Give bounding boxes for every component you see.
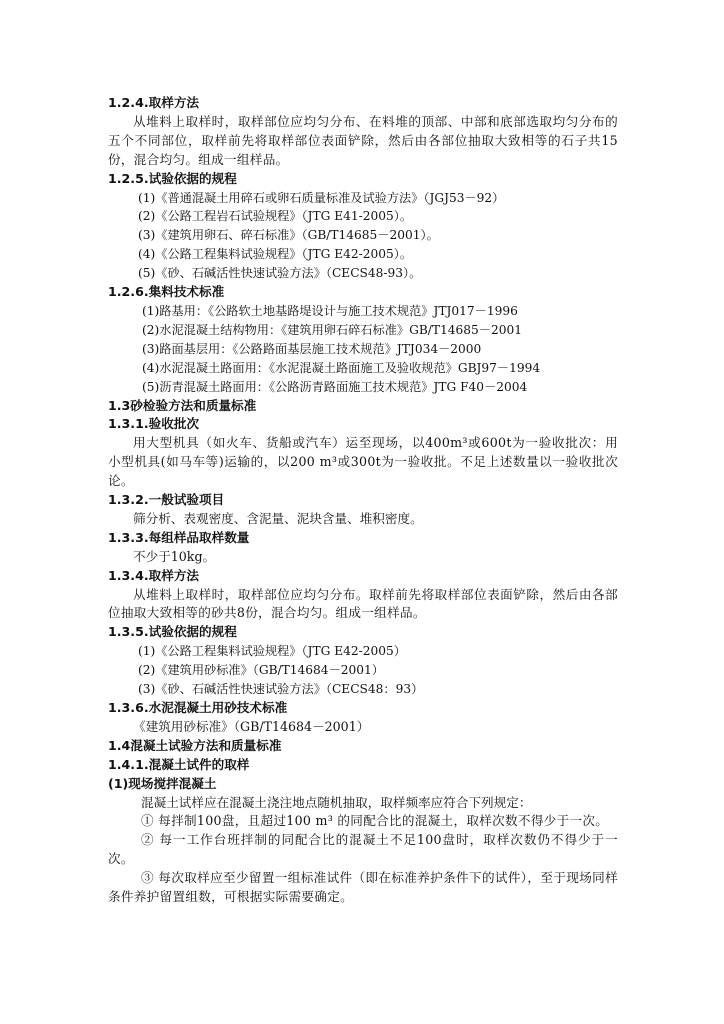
list-item: ③ 每次取样应至少留置一组标准试件（即在标准养护条件下的试件），至于现场同样条件养护留置组数，可根据实际需要确定。 <box>108 870 618 905</box>
list-item: (1)路基用：《公路软土地基路堤设计与施工技术规范》JTJ017－1996 <box>142 303 518 318</box>
paragraph-acceptance-batch: 用大型机具（如火车、货船或汽车）运至现场，以400m³或600t为一验收批次：用小型机具(如马车等)运输的，以200 m³或300t为一验收批。不足上述数量以一验收批次论。 <box>108 435 618 489</box>
list-item: (3)《砂、石碱活性快速试验方法》（CECS48：93） <box>138 682 424 697</box>
heading-1-3-2: 1.3.2.一般试验项目 <box>108 492 225 508</box>
list-item: (4)水泥混凝土路面用：《水泥混凝土路面施工及验收规范》GBJ97－1994 <box>142 360 541 375</box>
list-item: (2)《公路工程岩石试验规程》（JTG E41-2005）。 <box>138 209 413 224</box>
heading-1-4-1: 1.4.1.混凝土试件的取样 <box>108 756 250 772</box>
heading-1-3-6: 1.3.6.水泥混凝土用砂技术标准 <box>108 700 288 715</box>
document-page <box>108 94 618 907</box>
heading-1-3-4: 1.3.4.取样方法 <box>108 567 200 583</box>
heading-1-2-4: 1.2.4.取样方法 <box>108 95 200 110</box>
paragraph-sand-standard: 《建筑用砂标准》（GB/T14684－2001） <box>133 718 370 734</box>
list-item: (2)《建筑用砂标准》（GB/T14684－2001） <box>138 663 384 678</box>
paragraph-test-items: 筛分析、表观密度、含泥量、泥块含量、堆积密度。 <box>133 510 423 526</box>
heading-1-2-5: 1.2.5.试验依据的规程 <box>108 170 237 186</box>
list-item: (3)《建筑用卵石、碎石标准》（GB/T14685－2001）。 <box>138 228 439 243</box>
heading-1-3: 1.3砂检验方法和质量标准 <box>108 397 257 413</box>
paragraph-sampling-intro: 混凝土试样应在混凝土浇注地点随机抽取，取样频率应符合下列规定： <box>141 794 532 810</box>
list-item: (1)《公路工程集料试验规程》（JTG E42-2005） <box>138 644 406 659</box>
heading-1-3-5: 1.3.5.试验依据的规程 <box>108 624 237 640</box>
list-item: (5)沥青混凝土路面用：《公路沥青路面施工技术规范》JTG F40－2004 <box>142 379 528 394</box>
list-item: (1)《普通混凝土用碎石或卵石质量标准及试验方法》（JGJ53－92） <box>138 190 505 205</box>
list-item: ② 每一工作台班拌制的同配合比的混凝土不足100盘时，取样次数仍不得少于一次。 <box>108 832 618 867</box>
paragraph-sampling-sand: 从堆料上取样时，取样部位应均匀分布。取样前先将取样部位表面铲除，然后由各部位抽取大致相等的砂共8份，混合均匀。组成一组样品。 <box>108 586 618 621</box>
paragraph-sample-quantity: 不少于10kg。 <box>133 548 216 564</box>
paragraph-sampling-stone: 从堆料上取样时，取样部位应均匀分布、在料堆的顶部、中部和底部选取均匀分布的五个不同部位，取样前先将取样部位表面铲除，然后由各部位抽取大致相等的石子共15份，混合均匀。组成一组样品。 <box>108 113 618 167</box>
list-item: (4)《公路工程集料试验规程》（JTG E42-2005）。 <box>138 247 413 262</box>
heading-1-4: 1.4混凝土试验方法和质量标准 <box>108 737 282 753</box>
list-item: (5)《砂、石碱活性快速试验方法》（CECS48-93）。 <box>138 266 422 281</box>
list-item: (2)水泥混凝土结构物用：《建筑用卵石碎石标准》GB/T14685－2001 <box>142 322 523 337</box>
heading-1-3-1: 1.3.1.验收批次 <box>108 416 200 432</box>
list-item: ① 每拌制100盘，且超过100 m³ 的同配合比的混凝土，取样次数不得少于一次。 <box>141 813 609 829</box>
heading-1-3-3: 1.3.3.每组样品取样数量 <box>108 529 250 545</box>
list-item: (3)路面基层用：《公路路面基层施工技术规范》JTJ034－2000 <box>142 341 482 356</box>
heading-1-2-6: 1.2.6.集料技术标准 <box>108 284 225 300</box>
subheading-site-mixing: (1)现场搅拌混凝土 <box>108 775 217 791</box>
